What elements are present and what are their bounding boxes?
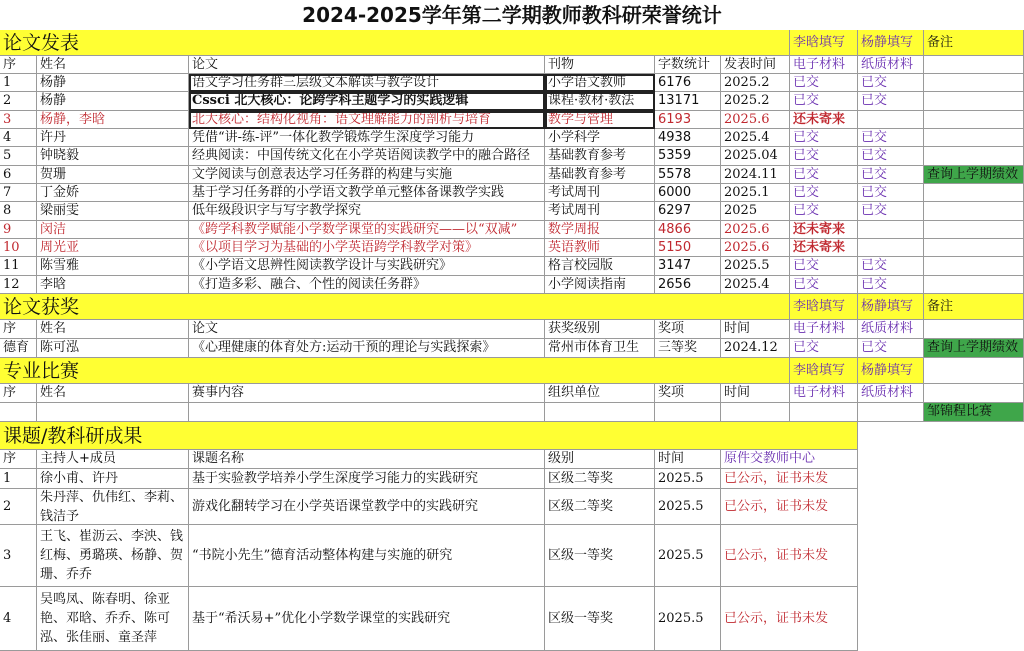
research-row-members: 徐小甫、许丹: [37, 469, 189, 489]
row-paper: 《以项目学习为基础的小学英语跨学科教学对策》: [189, 239, 545, 257]
note-competition-badge: 邹锦程比赛: [924, 403, 1024, 422]
row-journal: 基础教育参考: [545, 147, 655, 166]
col-header-seq: 序: [0, 56, 37, 74]
section-header-competition: 专业比赛: [0, 358, 790, 384]
col-header-paper-3: 赛事内容: [189, 384, 545, 403]
row-paper: 基于学习任务群的小学语文教学单元整体备课教学实践: [189, 184, 545, 202]
row-note: [924, 276, 1024, 294]
row-journal: 小学科学: [545, 129, 655, 147]
row-e-material: 已交: [790, 166, 858, 184]
row-name: 陈雪雅: [37, 257, 189, 276]
col-header-name-2: 姓名: [37, 320, 189, 339]
empty-cell: [924, 320, 1024, 339]
col-header-level-4: 级别: [545, 450, 655, 469]
research-row-time: 2025.5: [655, 489, 721, 525]
row-e-material: 还未寄来: [790, 111, 858, 129]
row-time: 2025.1: [721, 184, 790, 202]
row-p-material: 已交: [858, 129, 924, 147]
note-query-badge: 查询上学期绩效: [924, 166, 1024, 184]
research-row-time: 2025.5: [655, 587, 721, 651]
col-header-p-material-2: 纸质材料: [858, 320, 924, 339]
row-time: 2025.4: [721, 276, 790, 294]
row-time: 2025: [721, 202, 790, 221]
row-journal: 格言校园版: [545, 257, 655, 276]
col-header-paper: 论文: [189, 56, 545, 74]
row-journal: 考试周刊: [545, 184, 655, 202]
empty-cell: [189, 403, 545, 422]
row-paper: 《小学语文思辨性阅读教学设计与实践研究》: [189, 257, 545, 276]
row-p-material: 已交: [858, 184, 924, 202]
research-row-topic: 基于“希沃易+”优化小学数学课堂的实践研究: [189, 587, 545, 651]
row-note: [924, 111, 1024, 129]
col-header-journal-3: 组织单位: [545, 384, 655, 403]
research-row-topic: 基于实验教学培养小学生深度学习能力的实践研究: [189, 469, 545, 489]
col-header-seq-4: 序: [0, 450, 37, 469]
row-paper: Cssci 北大核心：论跨学科主题学习的实践逻辑: [189, 92, 545, 111]
row-journal: 数学周报: [545, 221, 655, 239]
row-seq: 7: [0, 184, 37, 202]
row-e-material: 已交: [790, 257, 858, 276]
row-seq: 2: [0, 92, 37, 111]
row-name: 闵洁: [37, 221, 189, 239]
row-p-material: [858, 221, 924, 239]
row-journal: 小学阅读指南: [545, 276, 655, 294]
header-li-fill: 李晗填写: [790, 30, 858, 56]
col-header-e-material: 电子材料: [790, 56, 858, 74]
row-journal: 小学语文教师: [545, 74, 655, 92]
row-paper: 《跨学科教学赋能小学数学课堂的实践研究——以“双减”: [189, 221, 545, 239]
col-header-words-3: 奖项: [655, 384, 721, 403]
row-time: 2024.11: [721, 166, 790, 184]
research-row-time: 2025.5: [655, 525, 721, 587]
row-e-material: 已交: [790, 202, 858, 221]
row-e-material: 还未寄来: [790, 239, 858, 257]
col-header-members-4: 主持人+成员: [37, 450, 189, 469]
col-header-topic-4: 课题名称: [189, 450, 545, 469]
award-row-level: 常州市体育卫生: [545, 339, 655, 358]
row-note: [924, 202, 1024, 221]
col-header-paper-2: 论文: [189, 320, 545, 339]
row-time: 2025.04: [721, 147, 790, 166]
col-header-name: 姓名: [37, 56, 189, 74]
research-row-level: 区级二等奖: [545, 469, 655, 489]
award-row-paper: 《心理健康的体育处方:运动干预的理论与实践探索》: [189, 339, 545, 358]
empty-cell: [37, 403, 189, 422]
row-note: [924, 184, 1024, 202]
row-e-material: 已交: [790, 92, 858, 111]
row-name: 杨静: [37, 74, 189, 92]
col-header-p-material-3: 纸质材料: [858, 384, 924, 403]
empty-cell: [924, 384, 1024, 403]
row-name: 丁金娇: [37, 184, 189, 202]
row-time: 2025.6: [721, 239, 790, 257]
row-note: [924, 257, 1024, 276]
row-words: 5578: [655, 166, 721, 184]
row-words: 6176: [655, 74, 721, 92]
header-li-fill-3: 李晗填写: [790, 358, 858, 384]
row-name: 杨静: [37, 92, 189, 111]
col-header-p-material: 纸质材料: [858, 56, 924, 74]
award-row-time: 2024.12: [721, 339, 790, 358]
row-e-material: 已交: [790, 184, 858, 202]
row-name: 李晗: [37, 276, 189, 294]
row-paper: 《打造多彩、融合、个性的阅读任务群》: [189, 276, 545, 294]
row-e-material: 还未寄来: [790, 221, 858, 239]
award-row-name: 陈可泓: [37, 339, 189, 358]
col-header-journal: 刊物: [545, 56, 655, 74]
col-header-time-3: 时间: [721, 384, 790, 403]
row-seq: 1: [0, 74, 37, 92]
col-header-journal-2: 获奖级别: [545, 320, 655, 339]
row-journal: 考试周刊: [545, 202, 655, 221]
row-seq: 8: [0, 202, 37, 221]
header-yang-fill: 杨静填写: [858, 30, 924, 56]
research-row-status: 已公示，证书未发: [721, 525, 858, 587]
header-yang-fill-3: 杨静填写: [858, 358, 924, 384]
row-p-material: [858, 239, 924, 257]
col-header-words-2: 奖项: [655, 320, 721, 339]
row-words: 4866: [655, 221, 721, 239]
row-paper: 文学阅读与创意表达学习任务群的构建与实施: [189, 166, 545, 184]
award-row-p: 已交: [858, 339, 924, 358]
research-row-members: 朱丹萍、仇伟红、李莉、钱洁予: [37, 489, 189, 525]
row-note: [924, 147, 1024, 166]
empty-cell: [858, 403, 924, 422]
row-words: 5359: [655, 147, 721, 166]
row-p-material: 已交: [858, 276, 924, 294]
row-paper: 经典阅读：中国传统文化在小学英语阅读教学中的融合路径: [189, 147, 545, 166]
row-note: [924, 129, 1024, 147]
row-note: [924, 221, 1024, 239]
row-seq: 5: [0, 147, 37, 166]
row-seq: 12: [0, 276, 37, 294]
row-paper: 语文学习任务群三层级文本解读与教学设计: [189, 74, 545, 92]
row-words: 3147: [655, 257, 721, 276]
col-header-time-4: 时间: [655, 450, 721, 469]
row-seq: 10: [0, 239, 37, 257]
research-row-status: 已公示，证书未发: [721, 587, 858, 651]
research-row-topic: 游戏化翻转学习在小学英语课堂教学中的实践研究: [189, 489, 545, 525]
research-row-topic: “书院小先生”德育活动整体构建与实施的研究: [189, 525, 545, 587]
empty-cell: [924, 56, 1024, 74]
row-time: 2025.4: [721, 129, 790, 147]
row-paper: 北大核心：结构化视角：语文理解能力的剖析与培育: [189, 111, 545, 129]
row-time: 2025.2: [721, 92, 790, 111]
row-seq: 3: [0, 111, 37, 129]
row-name: 周光亚: [37, 239, 189, 257]
row-words: 5150: [655, 239, 721, 257]
row-name: 贺珊: [37, 166, 189, 184]
empty-cell: [0, 403, 37, 422]
research-row-seq: 1: [0, 469, 37, 489]
row-words: 6000: [655, 184, 721, 202]
row-words: 4938: [655, 129, 721, 147]
row-seq: 6: [0, 166, 37, 184]
research-row-seq: 4: [0, 587, 37, 651]
research-row-seq: 2: [0, 489, 37, 525]
row-journal: 课程·教材·教法: [545, 92, 655, 111]
col-header-name-3: 姓名: [37, 384, 189, 403]
row-journal: 教学与管理: [545, 111, 655, 129]
col-header-seq-2: 序: [0, 320, 37, 339]
section-header-paper-award: 论文获奖: [0, 294, 790, 320]
row-p-material: 已交: [858, 257, 924, 276]
row-seq: 9: [0, 221, 37, 239]
row-time: 2025.2: [721, 74, 790, 92]
row-time: 2025.6: [721, 111, 790, 129]
row-note: [924, 92, 1024, 111]
header-yang-fill-2: 杨静填写: [858, 294, 924, 320]
row-note: [924, 239, 1024, 257]
research-row-level: 区级一等奖: [545, 525, 655, 587]
row-words: 13171: [655, 92, 721, 111]
row-seq: 4: [0, 129, 37, 147]
row-e-material: 已交: [790, 74, 858, 92]
col-header-status-4: 原件交教师中心: [721, 450, 858, 469]
research-row-status: 已公示，证书未发: [721, 469, 858, 489]
row-p-material: 已交: [858, 166, 924, 184]
row-seq: 11: [0, 257, 37, 276]
empty-cell: [721, 403, 790, 422]
research-row-time: 2025.5: [655, 469, 721, 489]
empty-cell: [790, 403, 858, 422]
row-e-material: 已交: [790, 129, 858, 147]
section-header-paper-publish: 论文发表: [0, 30, 790, 56]
header-note-2: 备注: [924, 294, 1024, 320]
row-journal: 基础教育参考: [545, 166, 655, 184]
row-time: 2025.6: [721, 221, 790, 239]
section-header-research: 课题/教科研成果: [0, 422, 858, 450]
research-row-members: 吴鸣凤、陈春明、徐亚艳、邓晗、乔乔、陈可泓、张佳丽、童圣萍: [37, 587, 189, 651]
header-note: 备注: [924, 30, 1024, 56]
col-header-e-material-2: 电子材料: [790, 320, 858, 339]
row-p-material: 已交: [858, 74, 924, 92]
row-paper: 凭借“讲-练-评”一体化教学锻炼学生深度学习能力: [189, 129, 545, 147]
empty-cell: [924, 358, 1024, 384]
research-row-members: 王飞、崔沥云、李泱、钱红梅、勇璐瑛、杨静、贺珊、乔乔: [37, 525, 189, 587]
row-name: 杨静，李晗: [37, 111, 189, 129]
row-words: 6193: [655, 111, 721, 129]
row-p-material: [858, 111, 924, 129]
research-row-seq: 3: [0, 525, 37, 587]
row-name: 钟晓毅: [37, 147, 189, 166]
empty-cell: [655, 403, 721, 422]
col-header-e-material-3: 电子材料: [790, 384, 858, 403]
research-row-status: 已公示，证书未发: [721, 489, 858, 525]
award-row-no: 德育: [0, 339, 37, 358]
row-e-material: 已交: [790, 147, 858, 166]
col-header-time: 发表时间: [721, 56, 790, 74]
col-header-time-2: 时间: [721, 320, 790, 339]
empty-cell: [545, 403, 655, 422]
row-note: [924, 74, 1024, 92]
row-p-material: 已交: [858, 147, 924, 166]
col-header-seq-3: 序: [0, 384, 37, 403]
award-row-note: 查询上学期绩效: [924, 339, 1024, 358]
row-name: 许丹: [37, 129, 189, 147]
row-journal: 英语教师: [545, 239, 655, 257]
row-time: 2025.5: [721, 257, 790, 276]
row-name: 梁丽雯: [37, 202, 189, 221]
row-paper: 低年级段识字与写字教学探究: [189, 202, 545, 221]
page-title: 2024-2025学年第二学期教师教科研荣誉统计: [302, 3, 722, 27]
header-li-fill-2: 李晗填写: [790, 294, 858, 320]
research-row-level: 区级二等奖: [545, 489, 655, 525]
row-e-material: 已交: [790, 276, 858, 294]
award-row-award: 三等奖: [655, 339, 721, 358]
col-header-words: 字数统计: [655, 56, 721, 74]
award-row-e: 已交: [790, 339, 858, 358]
row-p-material: 已交: [858, 92, 924, 111]
row-words: 6297: [655, 202, 721, 221]
research-row-level: 区级一等奖: [545, 587, 655, 651]
row-p-material: 已交: [858, 202, 924, 221]
row-words: 2656: [655, 276, 721, 294]
